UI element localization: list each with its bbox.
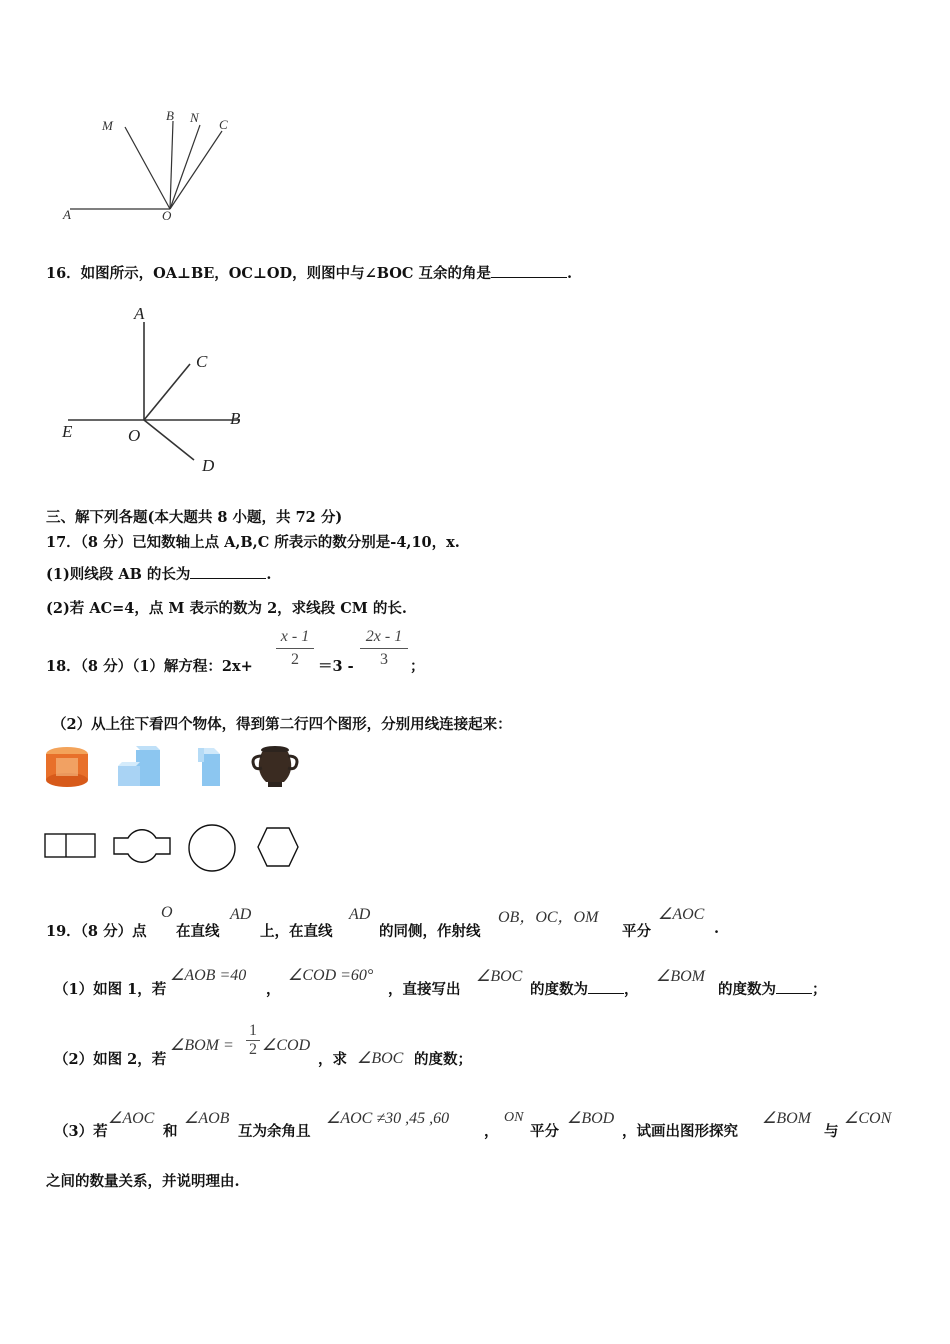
q19-2-e: ，求 [318, 1051, 347, 1068]
equation-end: ； [410, 658, 425, 675]
question-17-part2: (2)若 AC=4，点 M 表示的数为 2，求线段 CM 的长. [46, 600, 407, 617]
question-18-prefix: 18．（8 分）（1）解方程：2x+ [46, 658, 253, 675]
label-B: B [230, 409, 241, 428]
q19-1-g: 的度数为 ， [530, 981, 639, 998]
label-B: B [166, 108, 174, 123]
equation-middle: ＝3 - [318, 658, 354, 675]
q19-2-a: （2）如图 2，若 [54, 1051, 167, 1068]
q19-3-angle-condition: ∠AOC ≠30 ,45 ,60 [326, 1110, 450, 1127]
q19-3-a: （3）若 [54, 1123, 108, 1140]
q19-2-angle-BOM: ∠BOM = [170, 1037, 234, 1054]
q19-rays: OB，OC，OM [498, 909, 599, 926]
q19-p6: . [714, 920, 720, 937]
q19-3-ray-ON: ON [504, 1110, 524, 1125]
q19-2-angle-BOC: ∠BOC [357, 1050, 404, 1067]
q19-2-angle-COD: ∠COD [262, 1037, 311, 1054]
q19-p3: 上，在直线 [260, 923, 333, 940]
q19-3-angle-CON: ∠CON [844, 1110, 892, 1127]
view-circle [186, 822, 238, 874]
fraction-2: 2x - 1 3 [360, 628, 408, 669]
q19-1-angle-AOB: ∠AOB =40 [170, 967, 247, 984]
q19-3-end: 之间的数量关系，并说明理由. [46, 1173, 240, 1190]
q19-1-j: 的度数为 ； [718, 981, 827, 998]
question-16: 16．如图所示，OA⊥BE，OC⊥OD，则图中与∠BOC 互余的角是 . [46, 265, 573, 282]
object-cylinder-drum [44, 744, 92, 790]
label-M: M [102, 118, 113, 133]
q19-3-angle-BOD: ∠BOD [567, 1110, 615, 1127]
figure-16-angles [60, 300, 260, 480]
q19-p1: 19．（8 分）点 [46, 923, 147, 940]
label-A: A [63, 207, 71, 222]
question-18-part2: （2）从上往下看四个物体，得到第二行四个图形，分别用线连接起来： [52, 716, 512, 733]
q19-1-c: ， [266, 981, 281, 998]
label-O: O [162, 208, 172, 223]
view-two-rectangles [44, 832, 98, 862]
q19-angle-AOC: ∠AOC [658, 906, 705, 923]
answer-blank [491, 263, 567, 278]
question-17-part1: (1)则线段 AB 的长为 . [46, 566, 272, 583]
answer-blank [776, 979, 812, 994]
q19-1-angle-BOC: ∠BOC [476, 968, 523, 985]
question-17-stem: 17．（8 分）已知数轴上点 A,B,C 所表示的数分别是-4,10，x. [46, 534, 460, 551]
q19-3-angle-AOB: ∠AOB [184, 1110, 230, 1127]
label-D: D [202, 456, 215, 475]
label-E: E [62, 422, 73, 441]
q19-1-e: ，直接写出 [388, 981, 461, 998]
q19-1-angle-COD: ∠COD =60° [288, 967, 374, 984]
object-step-blocks [114, 744, 162, 790]
q19-p4: 的同侧，作射线 [379, 923, 481, 940]
q19-3-c: 和 [163, 1123, 178, 1140]
label-A: A [134, 304, 145, 323]
q19-1-a: （1）如图 1，若 [54, 981, 167, 998]
q19-line-AD-2: AD [349, 906, 371, 923]
section-title: 三、解下列各题(本大题共 8 小题，共 72 分) [46, 509, 343, 526]
q19-p5: 平分 [622, 923, 651, 940]
object-vase [248, 744, 302, 790]
view-hexagon [256, 826, 300, 868]
q19-3-angle-AOC: ∠AOC [108, 1110, 155, 1127]
q19-3-e: 互为余角且 [238, 1123, 311, 1140]
answer-blank [588, 979, 624, 994]
q19-2-half: 1 2 [246, 1022, 260, 1059]
fraction-1: x - 1 2 [276, 628, 314, 669]
q19-3-angle-BOM: ∠BOM [762, 1110, 811, 1127]
q19-3-m: 与 [824, 1123, 839, 1140]
q19-line-AD-1: AD [230, 906, 252, 923]
label-C: C [219, 117, 228, 132]
q19-p2: 在直线 [176, 923, 220, 940]
q19-3-g: ， [484, 1123, 499, 1140]
q19-point-O: O [161, 904, 173, 921]
q19-2-g: 的度数； [414, 1051, 472, 1068]
q19-1-angle-BOM: ∠BOM [656, 968, 705, 985]
label-C: C [196, 352, 208, 371]
object-block [192, 744, 226, 790]
q19-3-i: 平分 [530, 1123, 559, 1140]
label-O: O [128, 426, 141, 445]
label-N: N [190, 110, 199, 125]
view-circle-with-handles [110, 824, 174, 870]
q19-3-k: ，试画出图形探究 [622, 1123, 738, 1140]
answer-blank [190, 564, 266, 579]
